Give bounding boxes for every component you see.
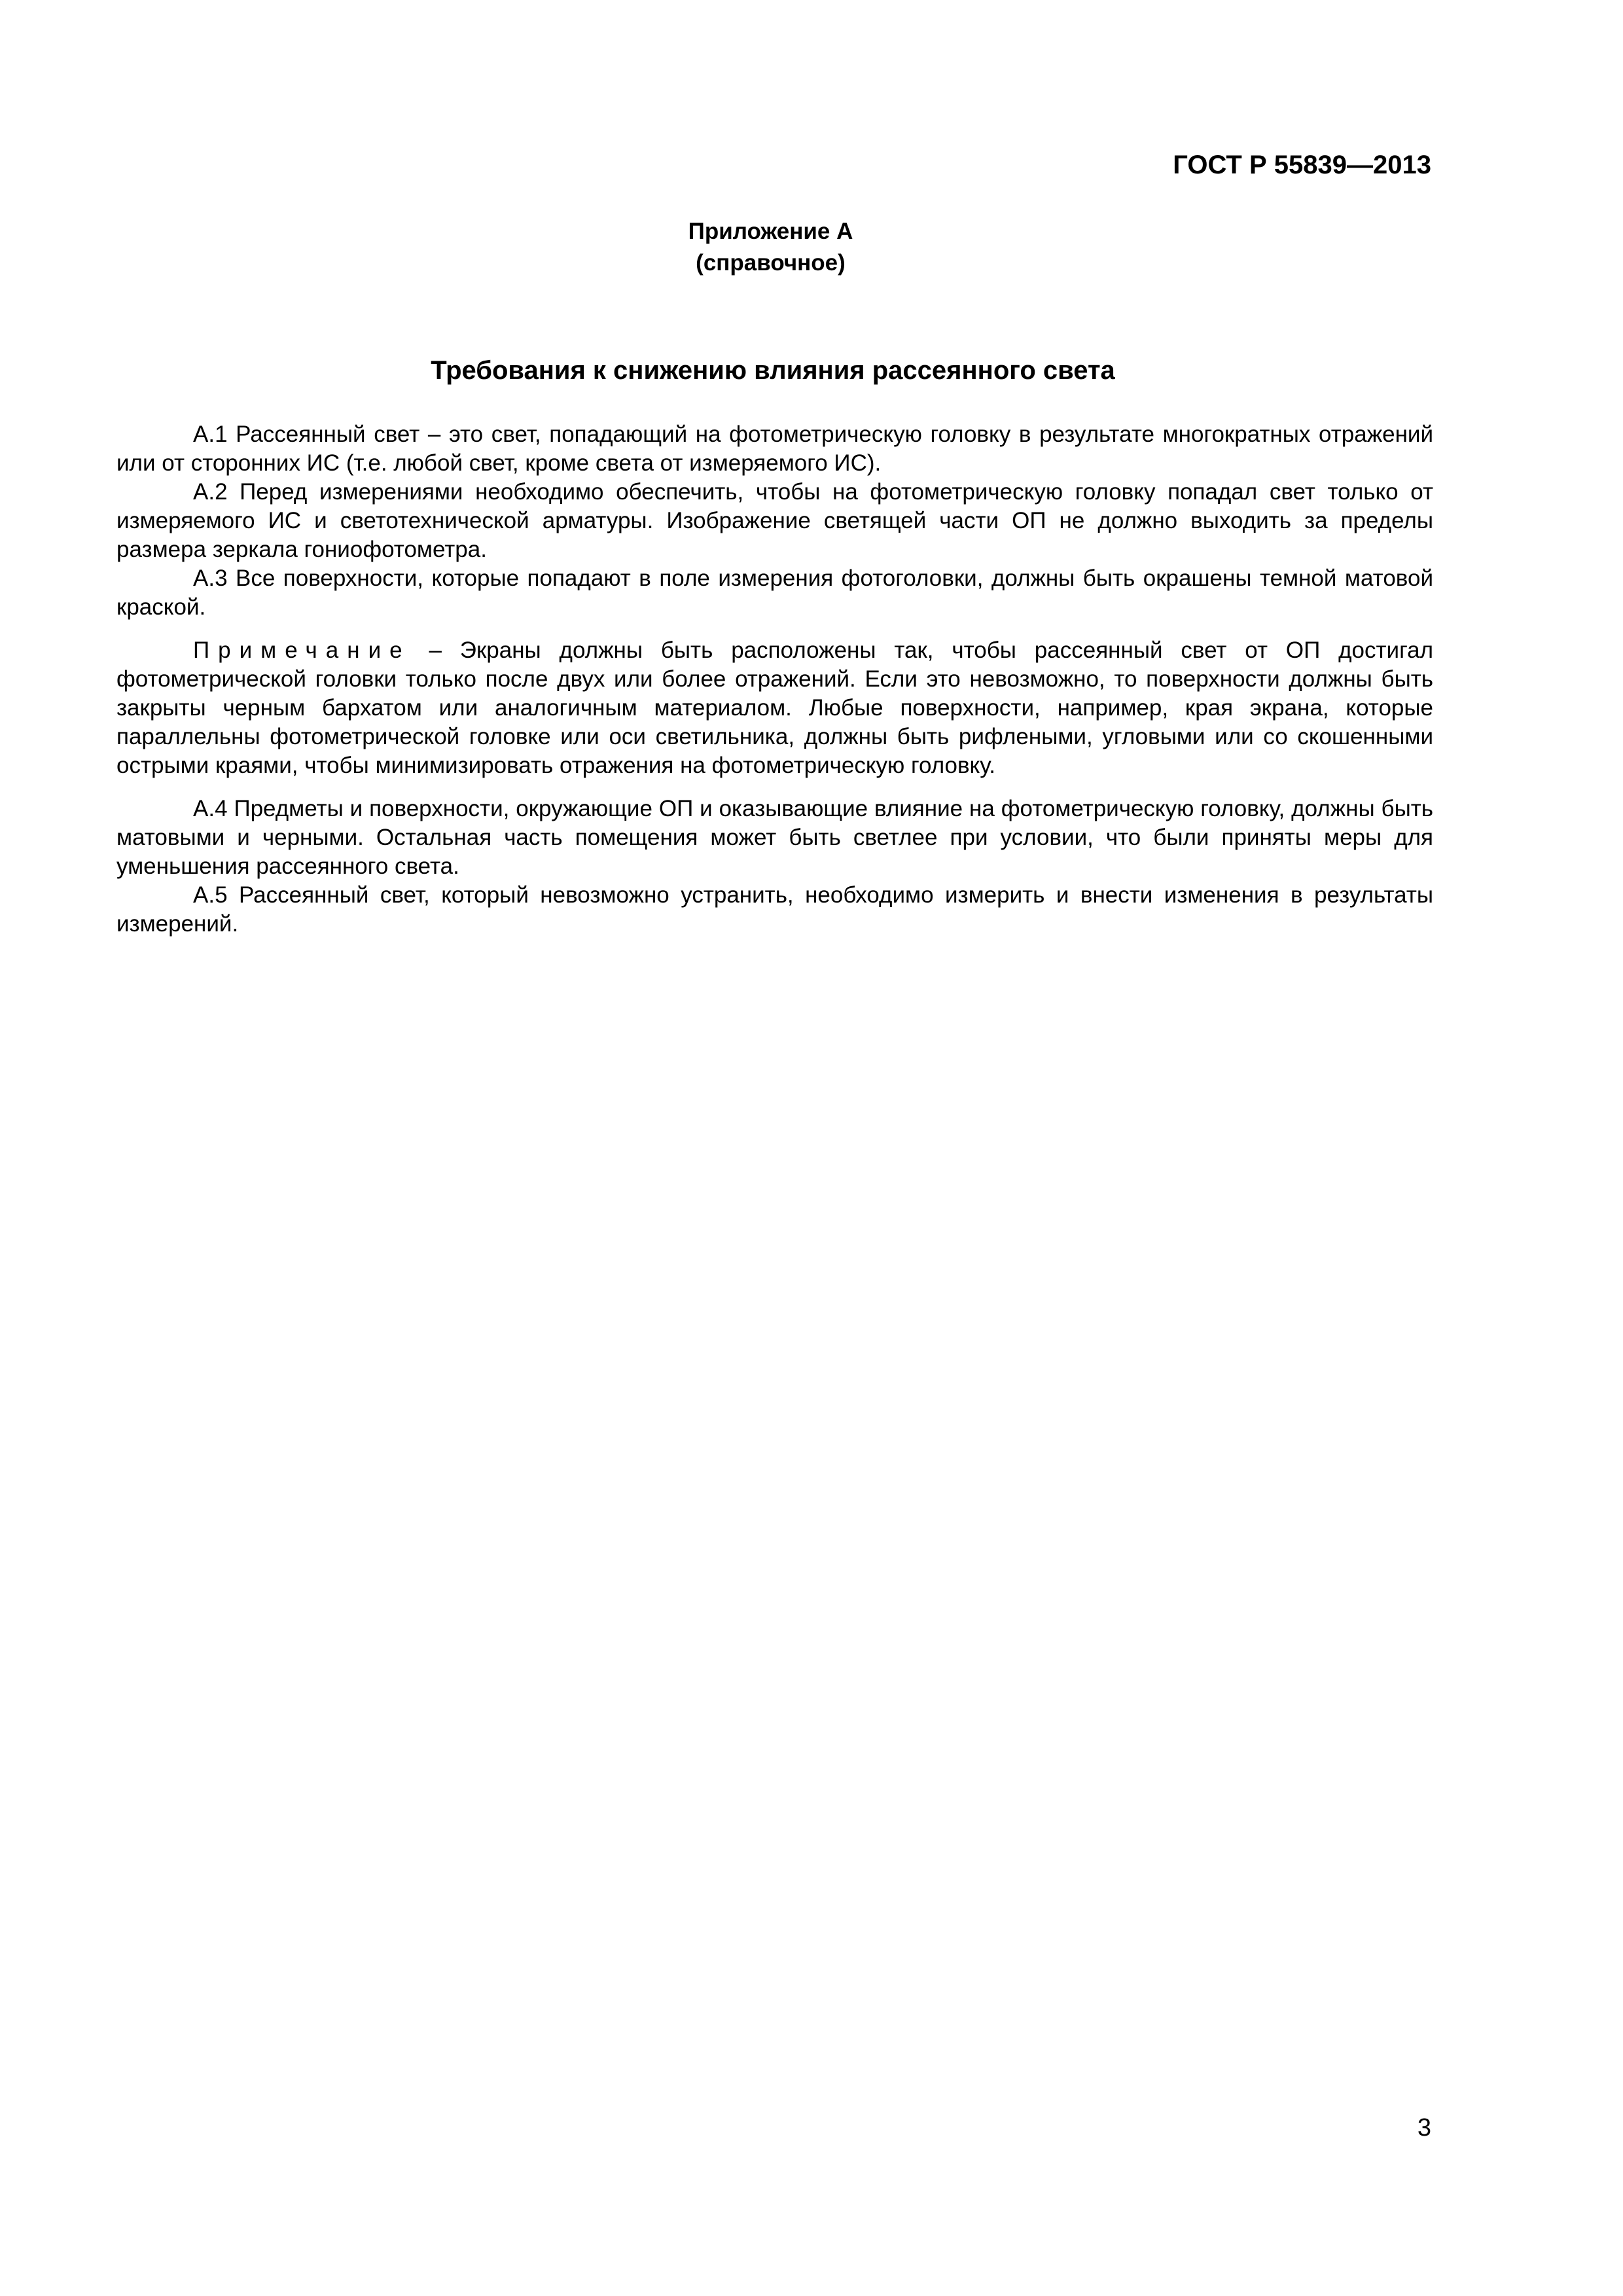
paragraph-a5: А.5 Рассеянный свет, который невозможно устранить, необходимо измерить и внести изменения в результаты измерений. [116, 882, 1433, 937]
body-text [116, 420, 1433, 939]
paragraph-a2: А.2 Перед измерениями необходимо обеспечить, чтобы на фотометрическую головку попадал свет только от измеряемого ИС и светотехнической арматуры. Изображение светящей части ОП не должно выходить за пределы размера зеркала гониофотометра. [116, 479, 1433, 562]
appendix-subtitle: (справочное) [696, 250, 846, 276]
appendix-title: Приложение А [688, 219, 853, 244]
page-number: 3 [1417, 2114, 1431, 2142]
note-label: Примечание [193, 637, 411, 663]
document-code: ГОСТ Р 55839—2013 [1173, 151, 1431, 179]
paragraph-a4: А.4 Предметы и поверхности, окружающие ОП и оказывающие влияние на фотометрическую головку, должны быть матовыми и черными. Остальная часть помещения может быть светлее при условии, что были приняты меры для уменьшения рассеянного света. [116, 796, 1433, 879]
section-title: Требования к снижению влияния рассеянного света [431, 356, 1115, 385]
note-paragraph [116, 636, 1433, 780]
note-text: – Экраны должны быть расположены так, чтобы рассеянный свет от ОП достигал фотометрической головки только после двух или более отражений. Если это невозможно, то поверхности должны быть закрыты черным бархатом или аналогичным материалом. Любые поверхности, например, края экрана, которые параллельны фотометрической головке или оси светильника, должны быть рифлеными, угловыми или со скошенными острыми краями, чтобы минимизировать отражения на фотометрическую головку. [116, 637, 1433, 778]
paragraph-a3: А.3 Все поверхности, которые попадают в поле измерения фотоголовки, должны быть окрашены темной матовой краской. [116, 565, 1433, 620]
appendix-heading [0, 216, 1541, 279]
paragraph-a1: А.1 Рассеянный свет – это свет, попадающий на фотометрическую головку в результате многократных отражений или от сторонних ИС (т.е. любой свет, кроме света от измеряемого ИС). [116, 422, 1433, 476]
